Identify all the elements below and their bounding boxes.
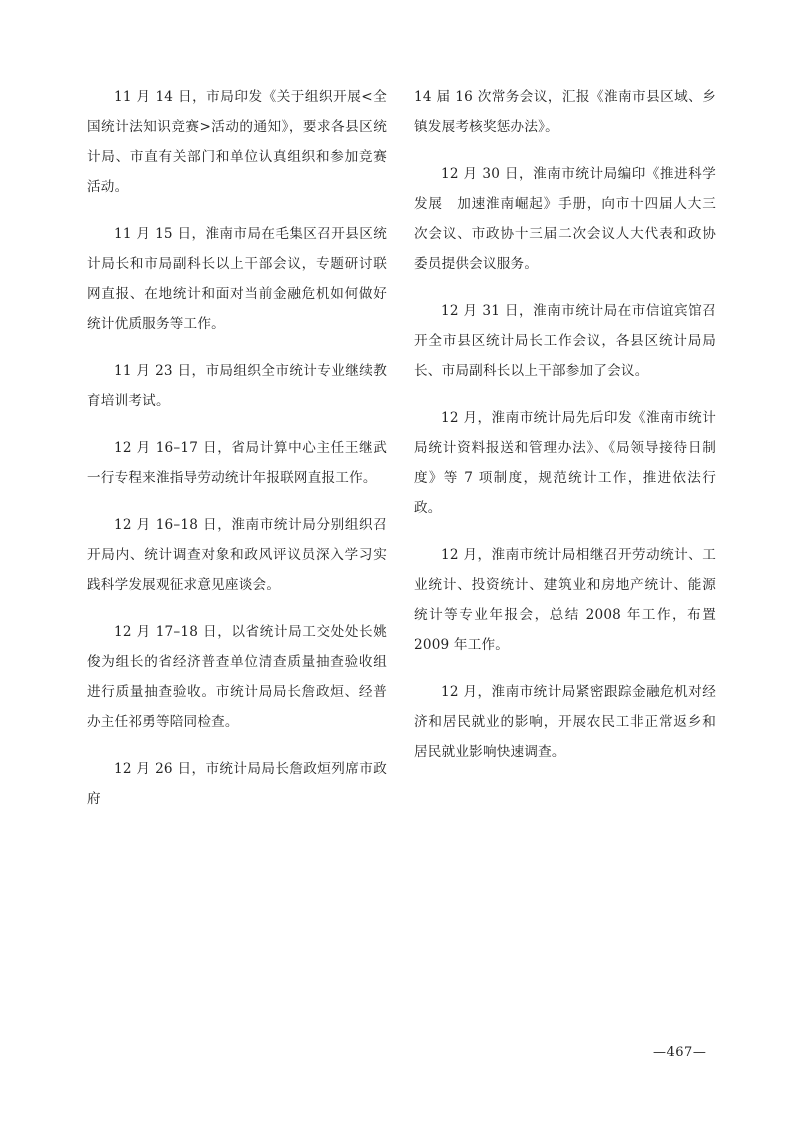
paragraph-dec-26-continued: 14 届 16 次常务会议，汇报《淮南市县区域、乡镇发展考核奖惩办法》。 xyxy=(414,89,716,135)
paragraph-nov-23: 11 月 23 日，市局组织全市统计专业继续教育培训考试。 xyxy=(87,363,387,409)
paragraph-dec-regulations: 12 月，淮南市统计局先后印发《淮南市统计局统计资料报送和管理办法》、《局领导接待日制度》等 7 项制度，规范统计工作，推进依法行政。 xyxy=(414,410,716,516)
paragraph-dec-17-18: 12 月 17–18 日，以省统计局工交处处长姚俊为组长的省经济普查单位清查质量抽查验收组进行质量抽查验收。市统计局局长詹政烜、经普办主任祁勇等陪同检查。 xyxy=(87,624,387,730)
paragraph-dec-31: 12 月 31 日，淮南市统计局在市信谊宾馆召开全市县区统计局长工作会议，各县区统计局局长、市局副科长以上干部参加了会议。 xyxy=(414,303,716,379)
paragraph-nov-15: 11 月 15 日，淮南市局在毛集区召开县区统计局长和市局副科长以上干部会议，专题研讨联网直报、在地统计和面对当前金融危机如何做好统计优质服务等工作。 xyxy=(87,226,387,332)
paragraph-dec-16-17: 12 月 16–17 日，省局计算中心主任王继武一行专程来淮指导劳动统计年报联网直报工作。 xyxy=(87,440,387,486)
left-column xyxy=(87,82,387,831)
paragraph-dec-16-18: 12 月 16–18 日，淮南市统计局分别组织召开局内、统计调查对象和政风评议员深入学习实践科学发展观征求意见座谈会。 xyxy=(87,517,387,593)
page-number: —467— xyxy=(653,1045,707,1060)
paragraph-dec-30: 12 月 30 日，淮南市统计局编印《推进科学发展 加速淮南崛起》手册，向市十四届人大三次会议、市政协十三届二次会议人大代表和政协委员提供会议服务。 xyxy=(414,166,716,272)
paragraph-dec-employment-survey: 12 月，淮南市统计局紧密跟踪金融危机对经济和居民就业的影响，开展农民工非正常返乡和居民就业影响快速调查。 xyxy=(414,684,716,760)
paragraph-dec-annual-meetings: 12 月，淮南市统计局相继召开劳动统计、工业统计、投资统计、建筑业和房地产统计、能源统计等专业年报会，总结 2008 年工作，布置 2009 年工作。 xyxy=(414,547,716,653)
paragraph-dec-26: 12 月 26 日，市统计局局长詹政烜列席市政府 xyxy=(87,761,387,807)
paragraph-nov-14: 11 月 14 日，市局印发《关于组织开展<全国统计法知识竞赛>活动的通知》，要求各县区统计局、市直有关部门和单位认真组织和参加竞赛活动。 xyxy=(87,89,387,195)
right-column xyxy=(414,82,716,784)
